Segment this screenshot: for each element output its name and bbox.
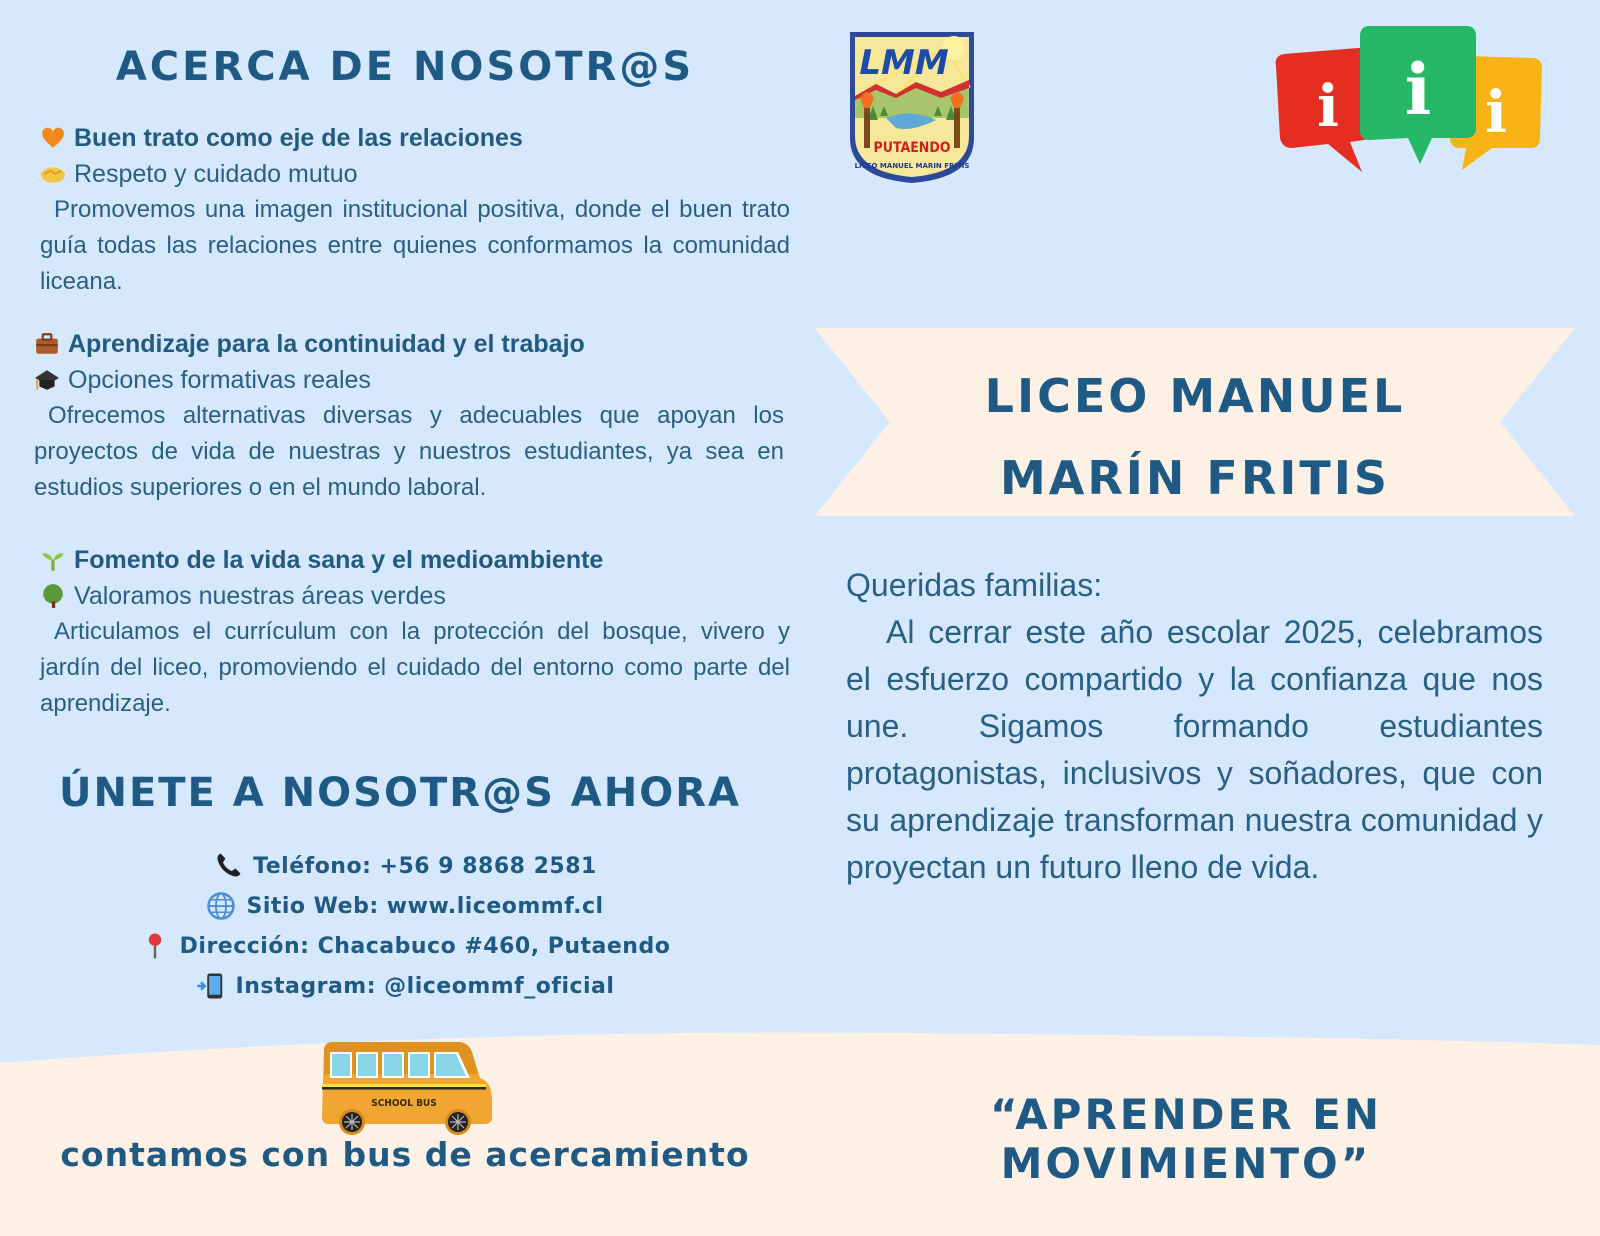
motto: “APRENDER EN MOVIMIENTO” (989, 1090, 1382, 1188)
about-section-aprendizaje (34, 326, 784, 506)
tree-icon (40, 583, 66, 609)
section-body: Ofrecemos alternativas diversas y adecuables que apoyan los proyectos de vida de nuestras y nuestros estudiantes, ya sea en estudios superiores o en el mundo laboral. (34, 402, 784, 501)
section-subheading: Valoramos nuestras áreas verdes (74, 581, 446, 610)
school-name-line2: MARÍN FRITIS (999, 451, 1390, 505)
contact-phone: Teléfono: +56 9 8868 2581 (0, 846, 810, 886)
school-name (815, 355, 1575, 519)
phone-icon (213, 851, 243, 881)
svg-text:i: i (1404, 48, 1432, 131)
svg-text:LMM: LMM (859, 43, 949, 83)
school-name-line1: LICEO MANUEL (984, 369, 1406, 423)
handshake-icon (40, 161, 66, 187)
about-section-buen-trato (40, 120, 790, 300)
about-title: ACERCA DE NOSOTR@S (115, 44, 695, 90)
contact-list (0, 846, 810, 1006)
contact-website[interactable]: Sitio Web: www.liceommf.cl (0, 886, 810, 926)
section-heading: Buen trato como eje de las relaciones (74, 123, 523, 152)
info-speech-bubbles-icon (1270, 24, 1560, 182)
svg-text:i: i (1316, 72, 1340, 140)
section-subheading: Respeto y cuidado mutuo (74, 159, 358, 188)
svg-text:SCHOOL BUS: SCHOOL BUS (371, 1098, 437, 1109)
svg-text:i: i (1484, 78, 1508, 146)
bus-caption: contamos con bus de acercamiento (60, 1135, 750, 1174)
svg-text:LICEO MANUEL MARIN FRITIS: LICEO MANUEL MARIN FRITIS (854, 162, 970, 170)
letter-greeting: Queridas familias: (846, 567, 1103, 603)
section-heading: Fomento de la vida sana y el medioambiente (74, 545, 604, 574)
seedling-icon (40, 547, 66, 573)
school-crest-logo (846, 28, 978, 186)
letter-to-families (846, 562, 1543, 891)
school-bus-illustration (318, 1040, 498, 1135)
mobile-icon (196, 971, 226, 1001)
pin-icon (140, 931, 170, 961)
briefcase-icon (34, 331, 60, 357)
svg-text:PUTAENDO: PUTAENDO (873, 140, 951, 156)
section-body: Promovemos una imagen institucional positiva, donde el buen trato guía todas las relaciones entre quienes conformamos la comunidad liceana. (40, 196, 790, 295)
globe-icon (206, 891, 236, 921)
section-heading: Aprendizaje para la continuidad y el trabajo (68, 329, 585, 358)
graduation-cap-icon (34, 367, 60, 393)
letter-body: Al cerrar este año escolar 2025, celebramos el esfuerzo compartido y la confianza que nos une. Sigamos formando estudiantes protagonistas, inclusivos y soñadores, que con su aprendizaje transforman nuestra comunidad y proyectan un futuro lleno de vida. (846, 614, 1543, 885)
section-subheading: Opciones formativas reales (68, 365, 371, 394)
contact-address: Dirección: Chacabuco #460, Putaendo (0, 926, 810, 966)
section-body: Articulamos el currículum con la protección del bosque, vivero y jardín del liceo, promoviendo el cuidado del entorno como parte del aprendizaje. (40, 618, 790, 717)
join-title: ÚNETE A NOSOTR@S AHORA (58, 770, 741, 816)
about-section-vida-sana (40, 542, 790, 722)
contact-instagram[interactable]: Instagram: @liceommf_oficial (0, 966, 810, 1006)
orange-heart-icon (40, 125, 66, 151)
